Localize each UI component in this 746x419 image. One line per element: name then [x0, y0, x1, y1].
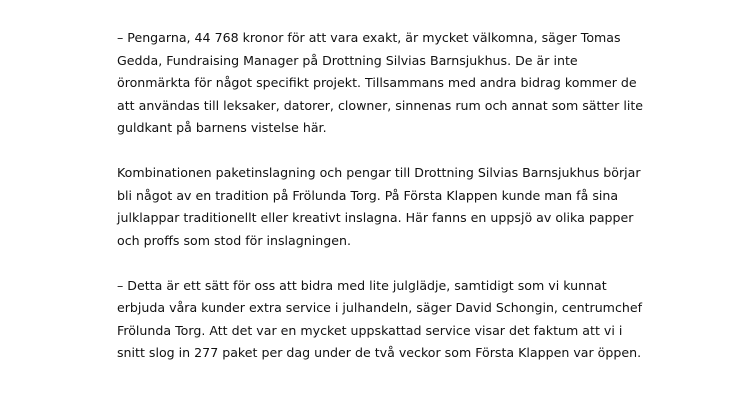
- text-line: och proffs som stod för inslagningen.: [117, 232, 351, 248]
- text-line: julklappar traditionellt eller kreativt inslagna. Här fanns en uppsjö av olika papper: [117, 210, 634, 225]
- text-line: bli något av en tradition på Frölunda Torg. På Första Klappen kunde man få sina: [117, 187, 619, 203]
- text-line: guldkant på barnens vistelse här.: [117, 120, 327, 135]
- text-line: Gedda, Fundraising Manager på Drottning Silvias Barnsjukhus. De är inte: [117, 52, 578, 68]
- paragraph-quote-tomas-gedda: [117, 27, 677, 140]
- paragraph-tradition: [117, 162, 677, 252]
- text-line: snitt slog in 277 paket per dag under de två veckor som Första Klappen var öppen.: [117, 345, 642, 360]
- text-line: Frölunda Torg. Att det var en mycket uppskattad service visar det faktum att vi i: [117, 322, 623, 338]
- text-line: öronmärkta för något specifikt projekt. Tillsammans med andra bidrag kommer de: [117, 75, 637, 90]
- text-line: – Pengarna, 44 768 kronor för att vara exakt, är mycket välkomna, säger Tomas: [117, 30, 621, 45]
- text-line: Kombinationen paketinslagning och pengar till Drottning Silvias Barnsjukhus börjar: [117, 165, 641, 180]
- text-line: att användas till leksaker, datorer, clowner, sinnenas rum och annat som sätter lite: [117, 97, 644, 113]
- document-body: [117, 27, 677, 387]
- paragraph-quote-david-schongin: [117, 275, 677, 365]
- text-line: erbjuda våra kunder extra service i julhandeln, säger David Schongin, centrumchef: [117, 300, 643, 315]
- text-line: – Detta är ett sätt för oss att bidra med lite julglädje, samtidigt som vi kunnat: [117, 277, 607, 293]
